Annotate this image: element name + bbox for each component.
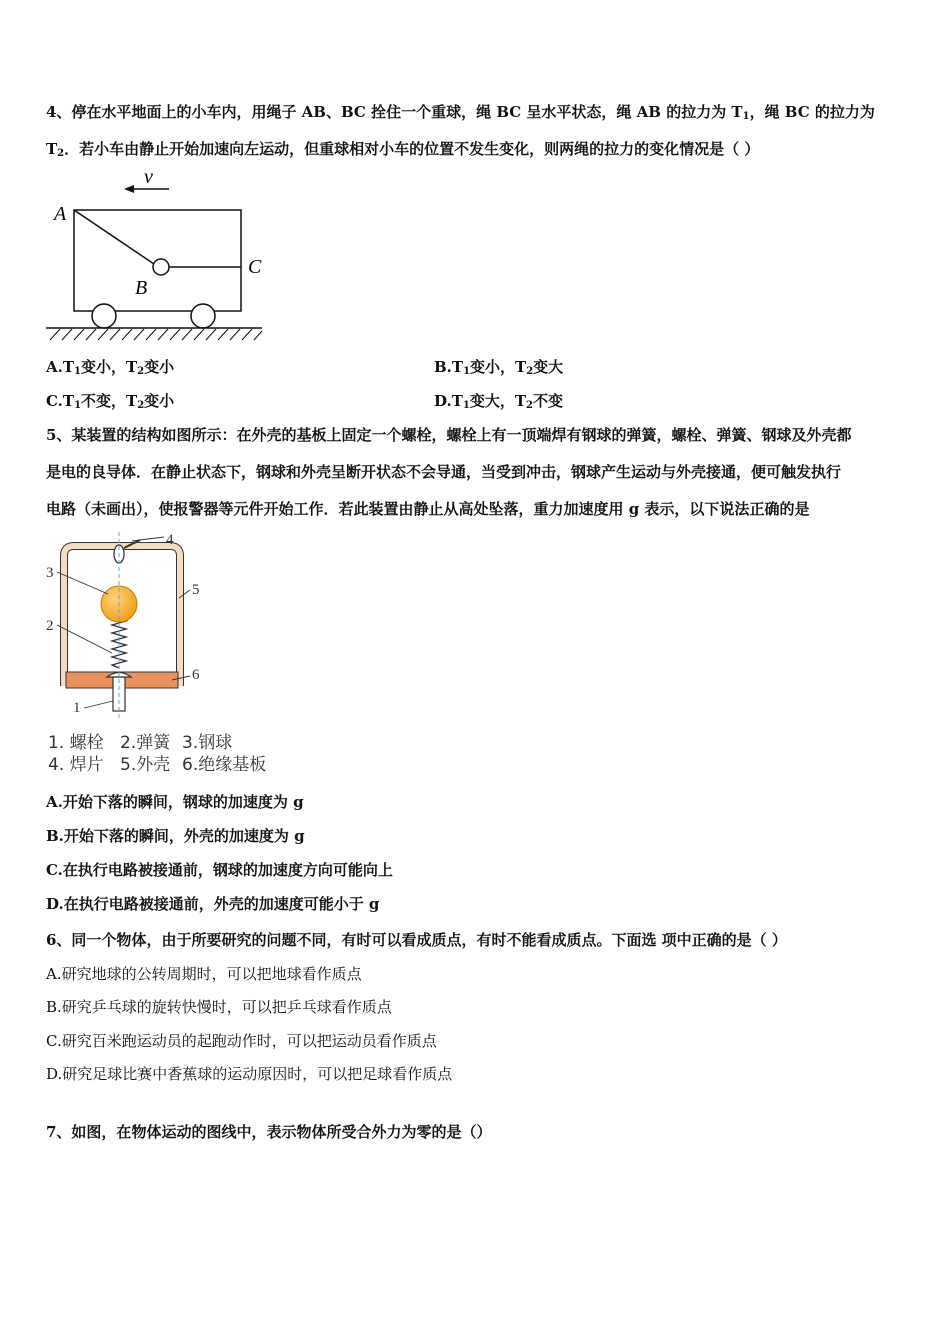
q4-option-d[interactable]: $D.T_1$变大，$T_2$不变	[434, 392, 563, 411]
point-c-label: C	[248, 256, 262, 278]
point-a-label: A	[54, 203, 67, 225]
label-6: 6	[192, 667, 200, 683]
q5-stem-line2: 是电的良导体．在静止状态下，钢球和外壳呈断开状态不会导通，当受到冲击，钢球产生运动与外壳接通，便可触发执行	[46, 463, 842, 481]
q5-option-b[interactable]: B.开始下落的瞬间，外壳的加速度为 g	[46, 827, 305, 845]
label-2: 2	[46, 618, 54, 634]
q5-option-d[interactable]: D.在执行电路被接通前，外壳的加速度可能小于 g	[46, 895, 380, 913]
q4-cart-figure	[44, 165, 274, 345]
point-b-label: B	[135, 277, 148, 299]
q6-option-a[interactable]: A.研究地球的公转周期时，可以把地球看作质点	[46, 965, 362, 983]
label-3: 3	[46, 565, 54, 581]
q6-option-c[interactable]: C.研究百米跑运动员的起跑动作时，可以把运动员看作质点	[46, 1032, 437, 1050]
q6-option-b[interactable]: B.研究乒乓球的旋转快慢时，可以把乒乓球看作质点	[46, 998, 392, 1016]
q5-device-figure	[40, 532, 240, 722]
q7-stem: 7、如图，在物体运动的图线中，表示物体所受合外力为零的是（）	[46, 1123, 492, 1141]
q5-legend-row2: 4. 焊片 5.外壳 6.绝缘基板	[48, 755, 267, 775]
label-1: 1	[73, 700, 81, 716]
heavy-ball	[153, 259, 169, 275]
label-5: 5	[192, 582, 200, 598]
label-4: 4	[166, 532, 174, 548]
velocity-label: v	[144, 166, 153, 188]
q6-option-d[interactable]: D.研究足球比赛中香蕉球的运动原因时，可以把足球看作质点	[46, 1065, 453, 1083]
q5-legend-row1: 1. 螺栓 2.弹簧 3.钢球	[48, 733, 233, 753]
q4-stem-line1: 4、停在水平地面上的小车内，用绳子 AB、BC 拴住一个重球，绳 BC 呈水平状态，绳 AB 的拉力为 $T_1$，绳 BC 的拉力为	[46, 103, 875, 122]
q5-stem-line1: 5、某装置的结构如图所示：在外壳的基板上固定一个螺栓，螺栓上有一顶端焊有钢球的弹簧，螺栓、弹簧、钢球及外壳都	[46, 426, 852, 444]
q6-stem: 6、同一个物体，由于所要研究的问题不同，有时可以看成质点，有时不能看成质点。下面选 项中正确的是（ ）	[46, 931, 787, 949]
q4-option-c[interactable]: $C.T_1$不变，$T_2$变小	[46, 392, 175, 411]
q5-option-c[interactable]: C.在执行电路被接通前，钢球的加速度方向可能向上	[46, 861, 393, 879]
wheel-right	[191, 304, 215, 328]
q5-stem-line3: 电路（未画出），使报警器等元件开始工作．若此装置由静止从高处坠落，重力加速度用 g 表示，以下说法正确的是	[46, 500, 810, 518]
q5-option-a[interactable]: A.开始下落的瞬间，钢球的加速度为 g	[46, 793, 304, 811]
wheel-left	[92, 304, 116, 328]
q4-option-b[interactable]: $B.T_1$变小，$T_2$变大	[434, 358, 564, 377]
q4-stem-line2: $T_2$．若小车由静止开始加速向左运动，但重球相对小车的位置不发生变化，则两绳的拉力的变化情况是（ ）	[46, 140, 760, 159]
q4-option-a[interactable]: $A.T_1$变小，$T_2$变小	[46, 358, 175, 377]
